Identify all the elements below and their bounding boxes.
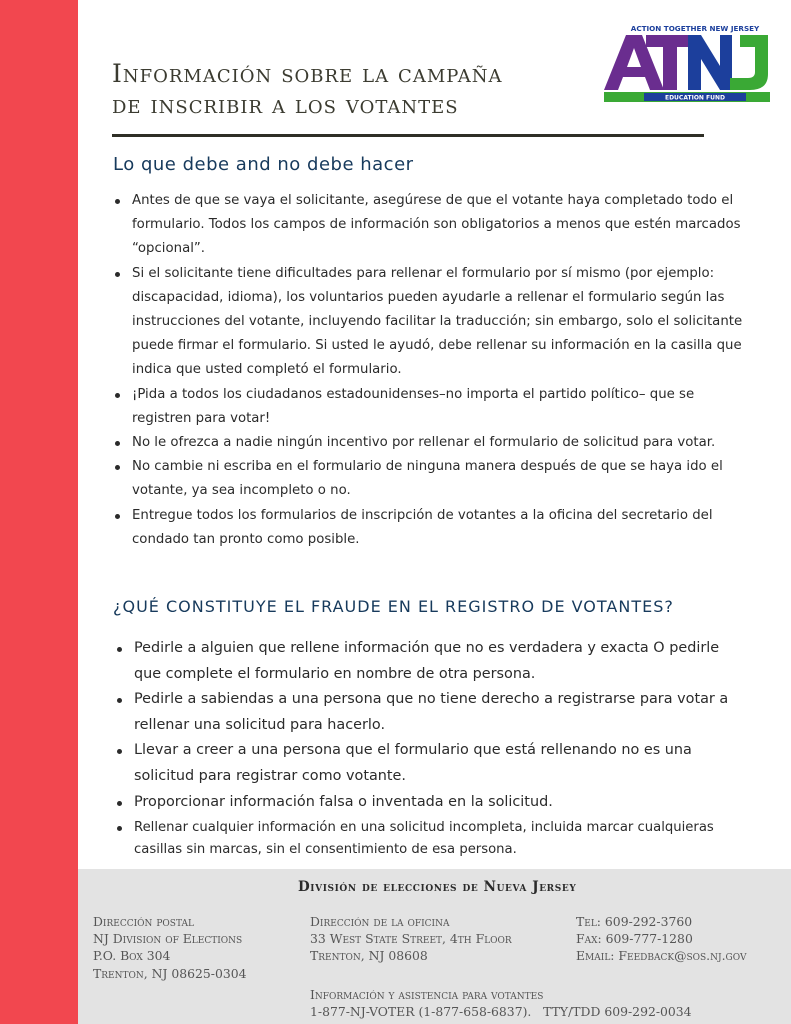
mailing-address-line: Trenton, NJ 08625-0304 — [93, 965, 247, 981]
office-address — [310, 913, 512, 965]
list-item: Antes de que se vaya el solicitante, asegúrese de que el votante haya completado todo el formulario. Todos los campos de información son obligatorios a menos que estén marcados “opcional”. — [113, 189, 753, 262]
fraud-heading: ¿QUÉ CONSTITUYE EL FRAUDE EN EL REGISTRO DE VOTANTES? — [113, 597, 674, 616]
list-item: No le ofrezca a nadie ningún incentivo por rellenar el formulario de solicitud para votar. — [113, 431, 753, 455]
mailing-address-line: NJ Division of Elections — [93, 931, 243, 947]
office-address-label: Dirección de la oficina — [310, 914, 450, 929]
email: Email: Feedback@sos.nj.gov — [576, 948, 747, 964]
mailing-address-label: Dirección postal — [93, 914, 194, 929]
mailing-address-line: P.O. Box 304 — [93, 948, 171, 964]
list-item: Pedirle a alguien que rellene información que no es verdadera y exacta O pedirle que complete el formulario en nombre de otra persona. — [115, 636, 745, 687]
phone: Tel: 609-292-3760 — [576, 914, 693, 929]
dos-and-donts-list — [113, 189, 753, 552]
fraud-list — [115, 636, 745, 860]
atnj-logo — [602, 22, 772, 104]
footer-title: División de elecciones de Nueva Jersey — [298, 879, 577, 895]
footer — [78, 869, 791, 1024]
list-item: Si el solicitante tiene dificultades para rellenar el formulario por sí mismo (por ejemplo: discapacidad, idioma), los voluntarios pueden ayudarle a rellenar el formulario según las instrucciones del votante, incluyendo facilitar la traducción; sin embargo, solo el solicitante puede firmar el formulario. Si usted le ayudó, debe rellenar su información en la casilla que indica que usted completó el formulario. — [113, 262, 753, 383]
voter-assistance-phones: 1-877-NJ-VOTER (1-877-658-6837). TTY/TDD 609-292-0034 — [310, 1004, 692, 1020]
voter-assistance-label: Información y asistencia para votantes — [310, 987, 544, 1002]
list-item: Proporcionar información falsa o inventada en la solicitud. — [115, 790, 745, 816]
list-item: Entregue todos los formularios de inscripción de votantes a la oficina del secretario del condado tan pronto como posible. — [113, 504, 753, 552]
voter-assistance — [310, 986, 692, 1020]
page-title — [112, 58, 592, 120]
list-item: Rellenar cualquier información en una solicitud incompleta, incluida marcar cualquieras casillas sin marcas, sin el consentimiento de esa persona. — [115, 817, 745, 860]
list-item: Llevar a creer a una persona que el formulario que está rellenando no es una solicitud para registrar como votante. — [115, 738, 745, 789]
page-title-line-2: de inscribir a los votantes — [112, 90, 459, 119]
dos-and-donts-heading: Lo que debe and no debe hacer — [113, 154, 414, 175]
list-item: Pedirle a sabiendas a una persona que no tiene derecho a registrarse para votar a rellenar una solicitud para hacerlo. — [115, 687, 745, 738]
office-address-line: 33 West State Street, 4th Floor — [310, 931, 512, 947]
contact-info — [576, 913, 746, 965]
logo-top-text: ACTION TOGETHER NEW JERSEY — [630, 24, 760, 33]
list-item: ¡Pida a todos los ciudadanos estadounidenses–no importa el partido político– que se registren para votar! — [113, 383, 753, 431]
logo-bottom-text: EDUCATION FUND — [664, 94, 726, 102]
list-item: No cambie ni escriba en el formulario de ninguna manera después de que se haya ido el votante, ya sea incompleto o no. — [113, 455, 753, 503]
title-divider — [112, 134, 704, 137]
page-title-line-1: Información sobre la campaña — [112, 59, 503, 88]
office-address-line: Trenton, NJ 08608 — [310, 948, 428, 964]
fax: Fax: 609-777-1280 — [576, 931, 693, 947]
mailing-address — [93, 913, 247, 982]
left-accent-bar — [0, 0, 78, 1024]
